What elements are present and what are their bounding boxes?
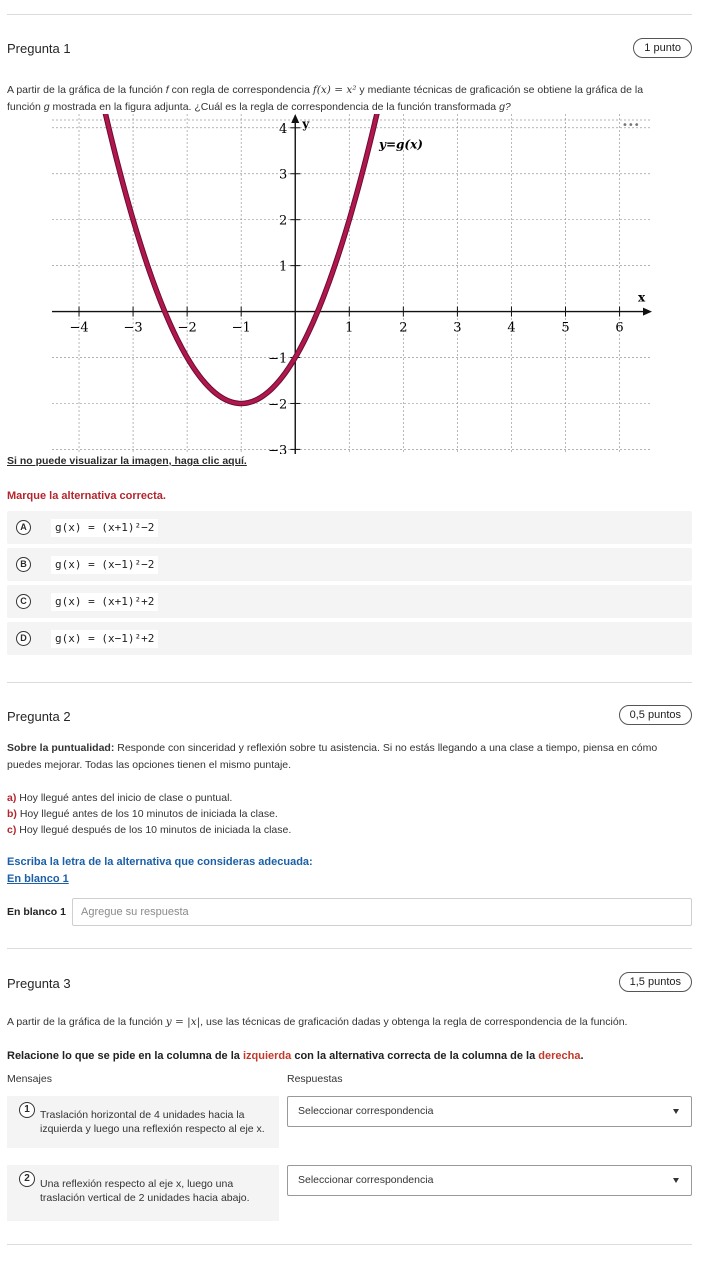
x-tick-label: 3 bbox=[453, 320, 462, 336]
x-tick-label: 2 bbox=[399, 320, 408, 336]
q3-stem bbox=[7, 1014, 687, 1031]
option-formula: g(x) = (x−1)²−2 bbox=[51, 556, 158, 574]
q2-answer-b bbox=[7, 806, 278, 823]
q1-stem-text: y mediante técnicas de graficación se obtiene la gráfica de la bbox=[356, 84, 644, 96]
answer-text: Hoy llegué antes del inicio de clase o puntual. bbox=[16, 792, 233, 804]
x-tick-label: 5 bbox=[561, 320, 570, 336]
q1-option-d[interactable] bbox=[7, 622, 692, 655]
q1-stem-text: con regla de correspondencia bbox=[168, 84, 313, 96]
instr-text: con la alternativa correcta de la columna de la bbox=[291, 1050, 539, 1062]
q3-function: y = |x| bbox=[165, 1016, 201, 1028]
answer-letter: b) bbox=[7, 808, 17, 820]
q3-col-messages: Mensajes bbox=[7, 1073, 52, 1085]
q3-title: Pregunta 3 bbox=[7, 976, 71, 991]
q2-divider bbox=[7, 948, 692, 949]
q1-graph bbox=[52, 114, 652, 454]
x-tick-label: 4 bbox=[507, 320, 516, 336]
q1-graph-svg bbox=[52, 114, 652, 454]
x-tick-label: −1 bbox=[231, 320, 251, 336]
q1-option-b[interactable] bbox=[7, 548, 692, 581]
y-axis-label: y bbox=[302, 117, 310, 131]
q1-instruction: Marque la alternativa correcta. bbox=[7, 490, 166, 502]
q3-message-1 bbox=[7, 1096, 279, 1148]
q1-title: Pregunta 1 bbox=[7, 41, 71, 56]
q3-select-2[interactable] bbox=[287, 1165, 692, 1196]
instr-text: Relacione lo que se pide en la columna de la bbox=[7, 1050, 243, 1062]
message-text: Una reflexión respecto al eje x, luego una traslación vertical de 2 unidades hacia abajo. bbox=[40, 1178, 250, 1204]
q2-answer-c bbox=[7, 822, 291, 839]
q2-title: Pregunta 2 bbox=[7, 709, 71, 724]
q1-stem-text: función bbox=[7, 101, 44, 113]
q3-select-1[interactable] bbox=[287, 1096, 692, 1127]
q2-stem-text: Responde con sinceridad y reflexión sobre tu asistencia. Si no estás llegando a una clase a tiempo, piensa en cómo bbox=[114, 742, 658, 754]
y-tick-label: 1 bbox=[278, 259, 288, 275]
q2-answer-a bbox=[7, 790, 232, 807]
chevron-down-icon bbox=[673, 1109, 679, 1114]
instr-right: derecha bbox=[538, 1050, 581, 1062]
top-divider bbox=[7, 14, 692, 15]
x-axis-arrow bbox=[643, 308, 652, 316]
y-tick-label: −1 bbox=[268, 351, 288, 367]
x-tick-label: 1 bbox=[345, 320, 354, 336]
q2-blank-link[interactable]: En blanco 1 bbox=[7, 873, 69, 885]
q3-col-answers: Respuestas bbox=[287, 1073, 343, 1085]
q1-points-badge: 1 punto bbox=[633, 38, 692, 58]
answer-text: Hoy llegué después de los 10 minutos de iniciada la clase. bbox=[16, 824, 292, 836]
q1-option-a[interactable] bbox=[7, 511, 692, 544]
q3-message-2 bbox=[7, 1165, 279, 1221]
option-letter: B bbox=[16, 557, 31, 572]
more-icon: ••• bbox=[622, 120, 640, 131]
q1-stem bbox=[7, 82, 687, 116]
option-letter: C bbox=[16, 594, 31, 609]
select-value: Seleccionar correspondencia bbox=[298, 1105, 434, 1117]
q3-stem-text: A partir de la gráfica de la función bbox=[7, 1016, 166, 1028]
q1-option-c[interactable] bbox=[7, 585, 692, 618]
q1-stem-text: A partir de la gráfica de la función bbox=[7, 84, 166, 96]
y-tick-label: −3 bbox=[268, 443, 288, 454]
q2-answer-input[interactable] bbox=[72, 898, 692, 926]
q1-g-end: g? bbox=[499, 101, 511, 113]
option-letter: A bbox=[16, 520, 31, 535]
x-tick-label: −4 bbox=[69, 320, 89, 336]
select-value: Seleccionar correspondencia bbox=[298, 1174, 434, 1186]
instr-left: izquierda bbox=[242, 1050, 292, 1062]
answer-text: Hoy llegué antes de los 10 minutos de iniciada la clase. bbox=[16, 808, 278, 820]
y-tick-label: 2 bbox=[278, 213, 288, 229]
answer-letter: a) bbox=[7, 792, 17, 804]
q2-blank-label: En blanco 1 bbox=[7, 906, 66, 918]
option-formula: g(x) = (x+1)²−2 bbox=[51, 519, 158, 537]
y-axis-arrow bbox=[291, 114, 299, 123]
q1-stem-text: mostrada en la figura adjunta. ¿Cuál es la regla de correspondencia de la función transformada bbox=[49, 101, 500, 113]
x-tick-label: −2 bbox=[177, 320, 197, 336]
q2-stem-text: puedes mejorar. Todas las opciones tienen el mismo puntaje. bbox=[7, 759, 292, 771]
x-tick-label: 6 bbox=[615, 320, 624, 336]
q2-stem bbox=[7, 740, 687, 774]
q1-f-name: f bbox=[165, 84, 169, 96]
q1-g-name: g bbox=[43, 101, 50, 113]
q3-instruction bbox=[7, 1050, 584, 1062]
q1-divider bbox=[7, 682, 692, 683]
option-formula: g(x) = (x+1)²+2 bbox=[51, 593, 158, 611]
option-letter: D bbox=[16, 631, 31, 646]
y-tick-label: 4 bbox=[278, 121, 288, 137]
x-axis-label: x bbox=[638, 290, 646, 305]
q1-graph-link[interactable]: Si no puede visualizar la imagen, haga clic aquí. bbox=[7, 455, 247, 467]
y-tick-label: −2 bbox=[268, 397, 288, 413]
message-number: 2 bbox=[19, 1171, 35, 1187]
q2-instruction: Escriba la letra de la alternativa que consideras adecuada: bbox=[7, 856, 313, 868]
message-number: 1 bbox=[19, 1102, 35, 1118]
curve-label: y=g(x) bbox=[379, 137, 423, 152]
y-tick-label: 3 bbox=[278, 167, 288, 183]
q2-stem-bold: Sobre la puntualidad: bbox=[7, 742, 115, 754]
q3-points-badge: 1,5 puntos bbox=[619, 972, 692, 992]
bottom-divider bbox=[7, 1244, 692, 1245]
chevron-down-icon bbox=[673, 1178, 679, 1183]
q2-points-badge: 0,5 puntos bbox=[619, 705, 692, 725]
instr-text: . bbox=[580, 1050, 584, 1062]
x-tick-label: −3 bbox=[123, 320, 143, 336]
answer-letter: c) bbox=[7, 824, 17, 836]
q3-stem-text: , use las técnicas de graficación dadas y obtenga la regla de correspondencia de la función. bbox=[200, 1016, 628, 1028]
option-formula: g(x) = (x−1)²+2 bbox=[51, 630, 158, 648]
message-text: Traslación horizontal de 4 unidades hacia la izquierda y luego una reflexión respecto al eje x. bbox=[40, 1109, 265, 1135]
q1-f-rule: f(x) = x² bbox=[312, 84, 357, 96]
